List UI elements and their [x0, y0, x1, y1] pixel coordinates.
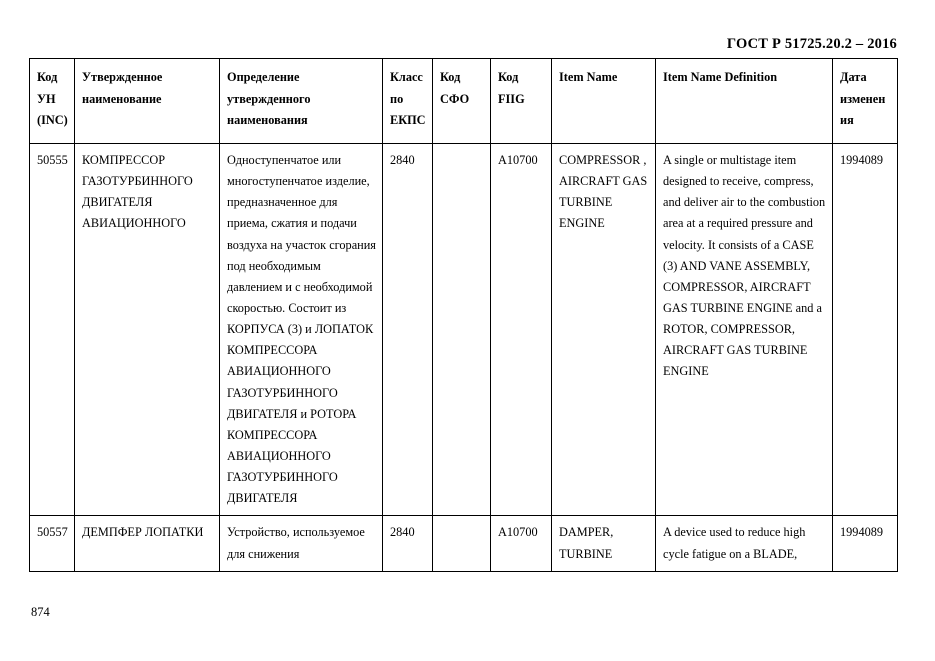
cell-kod-fiig: A10700 — [491, 516, 552, 571]
header-line: УН — [37, 91, 56, 106]
cell-date-changed: 1994089 — [833, 516, 898, 571]
header-line: Код — [498, 70, 519, 84]
header-line: (INC) — [37, 113, 68, 128]
header-line: Класс — [390, 70, 423, 84]
header-line: Определение — [227, 70, 300, 84]
header-line: Дата — [840, 70, 867, 84]
header-line: СФО — [440, 91, 470, 106]
cell-item-name: DAMPER, TURBINE — [552, 516, 656, 571]
header-line: Код — [440, 70, 461, 84]
cell-date-changed: 1994089 — [833, 144, 898, 516]
column-header-item-name — [552, 59, 656, 144]
header-line: Item Name Definition — [663, 70, 778, 84]
column-header-kod-fiig — [491, 59, 552, 144]
gost-specification-table — [29, 58, 898, 572]
header-line: Код — [37, 70, 58, 84]
header-line: Item Name — [559, 70, 618, 84]
cell-kod-sfo — [433, 516, 491, 571]
header-line: по — [390, 91, 404, 106]
header-line: изменен — [840, 91, 886, 106]
header-line: ЕКПС — [390, 113, 426, 128]
document-standard-header: ГОСТ Р 51725.20.2 – 2016 — [726, 36, 897, 52]
table-row — [30, 516, 898, 571]
page-bottom-mask — [0, 623, 935, 661]
cell-item-name-definition: A single or multistage item designed to receive, compress, and deliver air to the combustion area at a required pressure and velocity. It consists of a CASE (3) AND VANE ASSEMBLY, COMPRESSOR, AIRCRAFT GAS TURBINE ENGINE and a ROTOR, COMPRESSOR, AIRCRAFT GAS TURBINE ENGINE — [656, 144, 833, 516]
column-header-definition — [220, 59, 383, 144]
cell-class-ekps: 2840 — [383, 516, 433, 571]
column-header-class-ekps — [383, 59, 433, 144]
header-line: Утвержденное — [82, 70, 163, 84]
cell-item-name: COMPRESSOR , AIRCRAFT GAS TURBINE ENGINE — [552, 144, 656, 516]
header-line: наименование — [82, 91, 162, 106]
cell-definition: Устройство, используемое для снижения — [220, 516, 383, 571]
header-line: ия — [840, 113, 854, 128]
column-header-date-changed — [833, 59, 898, 144]
cell-kod-un-inc: 50557 — [30, 516, 75, 571]
column-header-item-name-definition — [656, 59, 833, 144]
page-number: 874 — [31, 605, 50, 619]
column-header-kod-un-inc — [30, 59, 75, 144]
cell-approved-name: ДЕМПФЕР ЛОПАТКИ — [75, 516, 220, 571]
header-line: FIIG — [498, 91, 525, 106]
cell-item-name-definition: A device used to reduce high cycle fatigue on a BLADE, — [656, 516, 833, 571]
cell-kod-un-inc: 50555 — [30, 144, 75, 516]
table-row — [30, 144, 898, 516]
header-line: наименования — [227, 113, 308, 128]
header-line: утвержденного — [227, 91, 311, 106]
cell-class-ekps: 2840 — [383, 144, 433, 516]
column-header-approved-name — [75, 59, 220, 144]
cell-kod-fiig: A10700 — [491, 144, 552, 516]
column-header-kod-sfo — [433, 59, 491, 144]
cell-definition: Одноступенчатое или многоступенчатое изделие, предназначенное для приема, сжатия и подачи воздуха на участок сгорания под необходимым давлением и с необходимой скоростью. Состоит из КОРПУСА (3) и ЛОПАТОК КОМПРЕССОРА АВИАЦИОННОГО ГАЗОТУРБИННОГО ДВИГАТЕЛЯ и РОТОРА КОМПРЕССОРА АВИАЦИОННОГО ГАЗОТУРБИННОГО ДВИГАТЕЛЯ — [220, 144, 383, 516]
cell-kod-sfo — [433, 144, 491, 516]
table-header-row — [30, 59, 898, 144]
cell-approved-name: КОМПРЕССОР ГАЗОТУРБИННОГО ДВИГАТЕЛЯ АВИАЦИОННОГО — [75, 144, 220, 516]
